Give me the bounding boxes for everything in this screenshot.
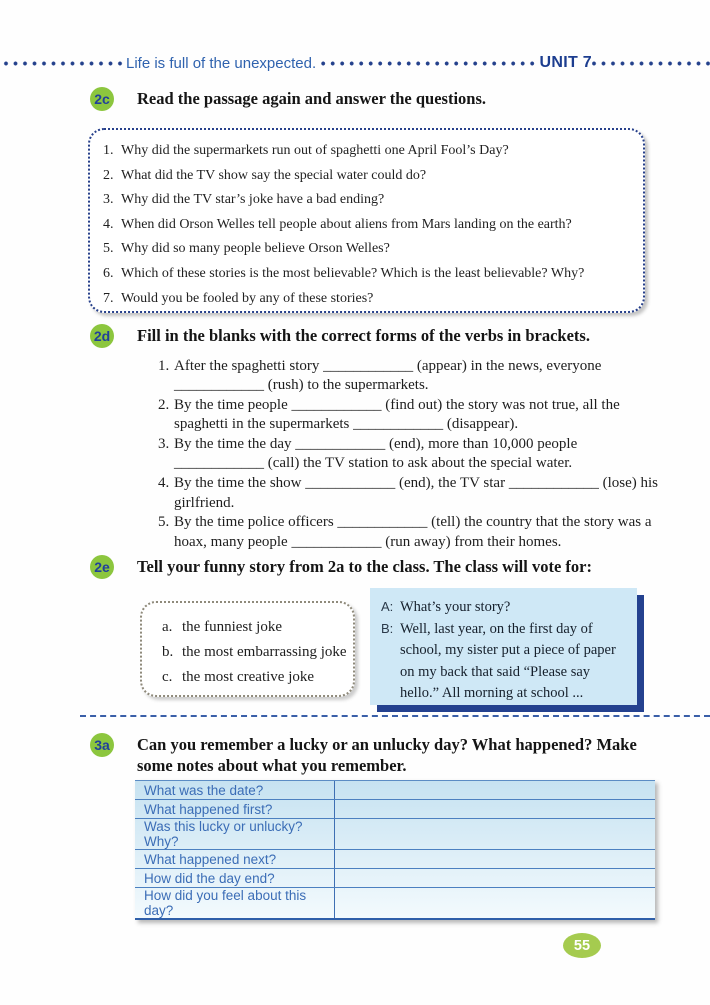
section-2e-header	[90, 557, 660, 579]
section-badge-2c: 2c	[90, 87, 114, 111]
question-text: Would you be fooled by any of these stories?	[121, 290, 374, 306]
table-row-value	[335, 850, 655, 868]
question-item	[103, 164, 635, 189]
vote-option	[162, 640, 353, 665]
questions-box	[88, 128, 645, 313]
option-letter: b.	[162, 644, 174, 660]
question-number: 1.	[103, 143, 114, 158]
fill-in-item	[158, 357, 666, 396]
dialogue-line	[381, 618, 629, 704]
option-text: the most creative joke	[182, 669, 315, 685]
question-text: When did Orson Welles tell people about aliens from Mars landing on the earth?	[121, 216, 572, 232]
speaker-label: A:	[381, 599, 394, 614]
option-text: the funniest joke	[182, 619, 282, 635]
unit-subtitle: Life is full of the unexpected.	[126, 54, 317, 72]
dialogue-text: What’s your story?	[400, 599, 511, 615]
table-row-value	[335, 888, 655, 918]
question-number: 5.	[103, 241, 114, 257]
fill-in-item	[158, 396, 666, 435]
section-2d-title: Fill in the blanks with the correct forms of the verbs in brackets.	[137, 326, 590, 345]
table-row-label: What was the date?	[135, 781, 335, 799]
question-item	[103, 287, 635, 312]
table-row	[135, 800, 655, 819]
item-text: By the time the day ____________ (end), more than 10,000 people ____________ (call) the TV station to ask about the special water.	[174, 436, 578, 472]
option-text: the most embarrassing joke	[182, 644, 347, 660]
item-number: 5.	[158, 514, 170, 531]
table-row-label: How did you feel about this day?	[135, 888, 335, 918]
table-row	[135, 850, 655, 869]
table-row	[135, 781, 655, 800]
table-row-value	[335, 781, 655, 799]
option-letter: a.	[162, 619, 173, 635]
item-text: By the time police officers ____________ (tell) the country that the story was a hoax, many people ____________ (run away) from their homes.	[174, 514, 652, 550]
question-item	[103, 188, 635, 213]
vote-options-box	[140, 601, 355, 697]
question-text: What did the TV show say the special water could do?	[121, 167, 427, 183]
dotted-rule-middle	[321, 61, 534, 66]
vote-option	[162, 665, 353, 690]
question-item	[103, 213, 635, 238]
unit-number: UNIT 7	[539, 54, 592, 71]
option-letter: c.	[162, 669, 173, 685]
section-2c-title: Read the passage again and answer the questions.	[137, 89, 486, 108]
item-number: 2.	[158, 397, 170, 414]
item-number: 4.	[158, 475, 170, 492]
question-text: Which of these stories is the most believable? Which is the least believable? Why?	[121, 265, 585, 281]
notes-table	[135, 780, 655, 920]
section-divider	[80, 715, 710, 717]
dialogue-text: Well, last year, on the first day of school, my sister put a piece of paper on my back that said “Please say hello.” All morning at school ...	[400, 621, 616, 701]
table-row-value	[335, 800, 655, 818]
table-row-label: What happened next?	[135, 850, 335, 868]
question-text: Why did so many people believe Orson Welles?	[121, 241, 390, 257]
page-number-badge: 55	[563, 933, 601, 958]
table-row	[135, 869, 655, 888]
question-number: 7.	[103, 290, 114, 306]
question-item	[103, 139, 635, 164]
dotted-rule-right	[592, 61, 710, 66]
dialogue-line	[381, 596, 629, 618]
fill-in-item	[158, 474, 666, 513]
section-3a-header	[90, 735, 655, 776]
question-item	[103, 262, 635, 287]
page-header	[0, 53, 710, 73]
dotted-rule-left	[0, 61, 126, 66]
section-2e-title: Tell your funny story from 2a to the class. The class will vote for:	[137, 557, 592, 576]
section-3a-title: Can you remember a lucky or an unlucky day? What happened? Make some notes about what you remember.	[137, 735, 637, 775]
fill-in-item	[158, 513, 666, 552]
table-row-label: Was this lucky or unlucky? Why?	[135, 819, 335, 849]
section-badge-3a: 3a	[90, 733, 114, 757]
table-row-value	[335, 819, 655, 849]
section-badge-2e: 2e	[90, 555, 114, 579]
table-row	[135, 888, 655, 918]
question-text: Why did the supermarkets run out of spaghetti one April Fool’s Day?	[121, 143, 509, 158]
speaker-label: B:	[381, 621, 394, 637]
question-number: 2.	[103, 167, 114, 183]
fill-in-item	[158, 435, 666, 474]
question-number: 4.	[103, 216, 114, 232]
question-text: Why did the TV star’s joke have a bad ending?	[121, 192, 385, 208]
item-number: 1.	[158, 358, 170, 374]
item-text: After the spaghetti story ____________ (appear) in the news, everyone ____________ (rush) to the supermarkets.	[174, 358, 602, 394]
example-dialogue-box	[370, 588, 637, 705]
question-number: 6.	[103, 265, 114, 281]
item-number: 3.	[158, 436, 170, 453]
section-2c-header	[90, 89, 650, 111]
item-text: By the time the show ____________ (end), the TV star ____________ (lose) his girlfriend.	[174, 475, 658, 511]
vote-option	[162, 615, 353, 640]
question-number: 3.	[103, 192, 114, 208]
question-item	[103, 237, 635, 262]
table-row-label: How did the day end?	[135, 869, 335, 887]
item-text: By the time people ____________ (find out) the story was not true, all the spaghetti in the supermarkets ____________ (disappear).	[174, 397, 620, 433]
table-row	[135, 819, 655, 850]
table-row-label: What happened first?	[135, 800, 335, 818]
section-2d-header	[90, 326, 660, 348]
fill-in-blanks-list	[158, 357, 666, 552]
section-badge-2d: 2d	[90, 324, 114, 348]
table-row-value	[335, 869, 655, 887]
